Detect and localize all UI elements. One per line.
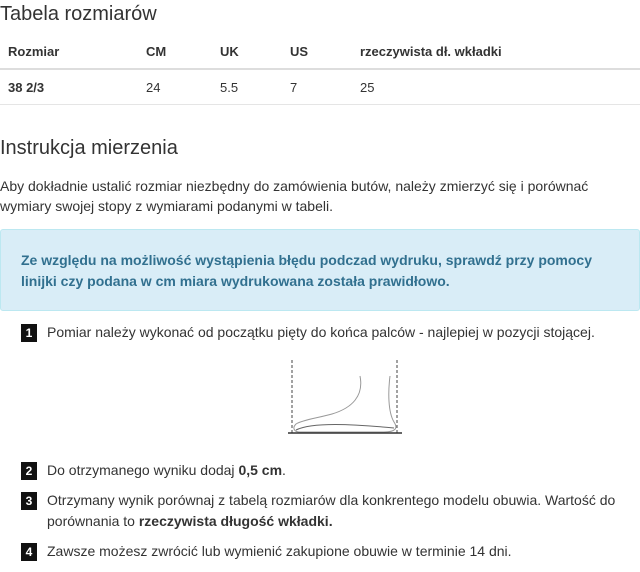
step-text-bold: rzeczywista długość wkładki. (138, 513, 333, 529)
print-warning-alert (0, 229, 640, 311)
size-table-title: Tabela rozmiarów (0, 3, 157, 25)
step-text-bold: 0,5 cm (238, 462, 283, 478)
header-us: US (282, 35, 352, 69)
header-cm: CM (138, 35, 212, 69)
header-rozmiar: Rozmiar (0, 35, 138, 69)
step-text: Pomiar należy wykonać od początku pięty do końca palców - najlepiej w pozycji stojącej. (47, 324, 595, 340)
step-text-part: Do otrzymanego wyniku dodaj (47, 462, 239, 478)
step-text: Zawsze możesz zwrócić lub wymienić zakupione obuwie w terminie 14 dni. (47, 543, 512, 559)
step-number: 4 (21, 543, 37, 561)
step-number: 1 (21, 324, 37, 342)
step-number: 3 (21, 492, 37, 510)
foot-measure-diagram-icon (272, 356, 412, 438)
size-table-header-row (0, 35, 640, 69)
measure-title: Instrukcja mierzenia (0, 137, 178, 159)
step-text (47, 460, 640, 481)
table-row (0, 69, 640, 105)
header-uk: UK (212, 35, 282, 69)
step-text-part: . (282, 462, 286, 478)
cell-us: 7 (282, 69, 352, 105)
step-number: 2 (21, 462, 37, 480)
measure-intro: Aby dokładnie ustalić rozmiar niezbędny do zamówienia butów, należy zmierzyć się i porównać wymiary swojej stopy z wymiarami podanymi w tabeli. (0, 178, 589, 214)
step-text (47, 490, 640, 532)
step-text-part: Otrzymany wynik porównaj z tabelą rozmiarów dla konkrentego modelu obuwia. Wartość do porównania to (47, 492, 616, 529)
cell-rozmiar: 38 2/3 (0, 69, 138, 105)
cell-insole-length: 25 (352, 69, 640, 105)
cell-cm: 24 (138, 69, 212, 105)
cell-uk: 5.5 (212, 69, 282, 105)
size-table (0, 35, 640, 105)
alert-text: Ze względu na możliwość wystąpienia błędu podczad wydruku, sprawdź przy pomocy linijki czy podana w cm miara wydrukowana została prawidłowo. (21, 252, 592, 289)
header-insole-length: rzeczywista dł. wkładki (352, 35, 640, 69)
